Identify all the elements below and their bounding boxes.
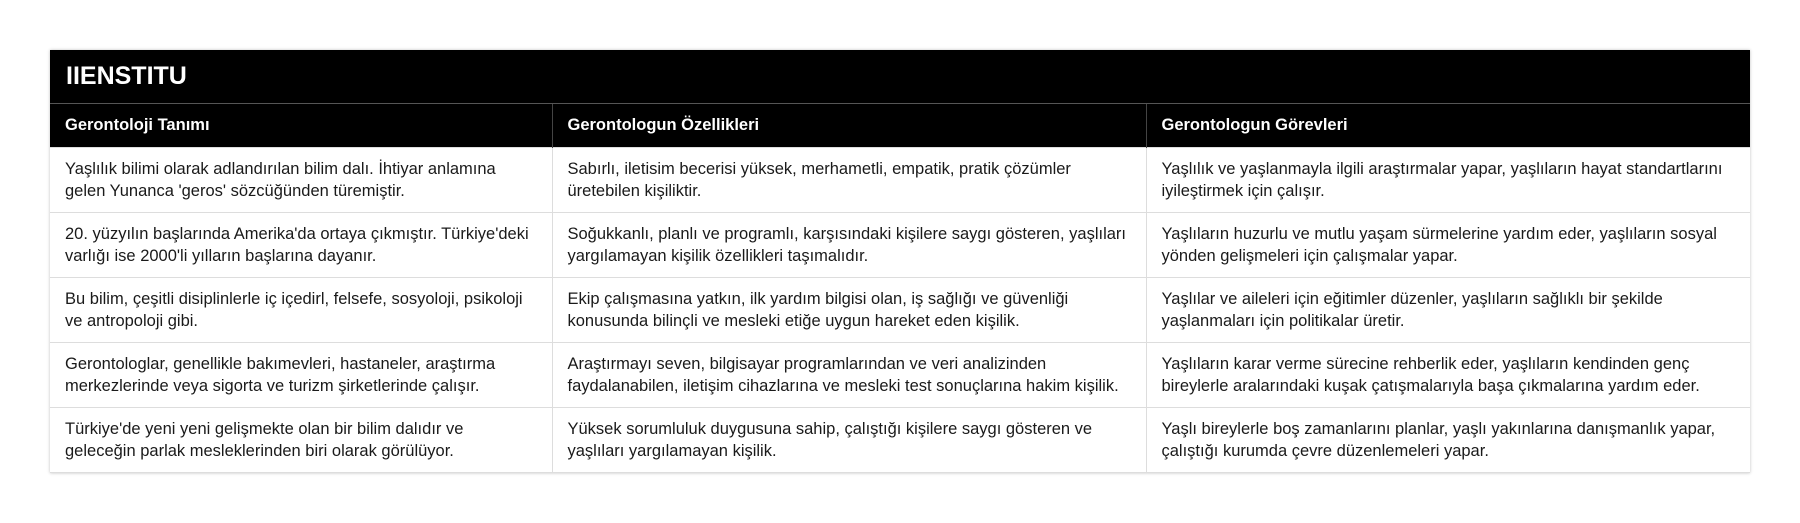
table-cell: Ekip çalışmasına yatkın, ilk yardım bilgisi olan, iş sağlığı ve güvenliği konusunda bilinçli ve mesleki etiğe uygun hareket eden kişilik. — [552, 278, 1146, 343]
table-cell: Türkiye'de yeni yeni gelişmekte olan bir bilim dalıdır ve geleceğin parlak mesleklerinden biri olarak görülüyor. — [50, 408, 552, 473]
table-body — [50, 148, 1750, 473]
column-header-definition: Gerontoloji Tanımı — [50, 104, 552, 148]
table-cell: Bu bilim, çeşitli disiplinlerle iç içedirl, felsefe, sosyoloji, psikoloji ve antropoloji gibi. — [50, 278, 552, 343]
table-row — [50, 278, 1750, 343]
table-cell: Yaşlıların huzurlu ve mutlu yaşam sürmelerine yardım eder, yaşlıların sosyal yönden gelişmeleri için çalışmalar yapar. — [1146, 213, 1750, 278]
table-row — [50, 148, 1750, 213]
table-title: IIENSTITU — [50, 50, 1750, 104]
table-cell: Gerontologlar, genellikle bakımevleri, hastaneler, araştırma merkezlerinde veya sigorta ve turizm şirketlerinde çalışır. — [50, 343, 552, 408]
table-cell: 20. yüzyılın başlarında Amerika'da ortaya çıkmıştır. Türkiye'deki varlığı ise 2000'li yılların başlarına dayanır. — [50, 213, 552, 278]
table-cell: Yaşlılık bilimi olarak adlandırılan bilim dalı. İhtiyar anlamına gelen Yunanca 'geros' sözcüğünden türemiştir. — [50, 148, 552, 213]
table-row — [50, 213, 1750, 278]
table-row — [50, 343, 1750, 408]
table-cell: Yaşlılık ve yaşlanmayla ilgili araştırmalar yapar, yaşlıların hayat standartlarını iyileştirmek için çalışır. — [1146, 148, 1750, 213]
column-header-characteristics: Gerontologun Özellikleri — [552, 104, 1146, 148]
table-header — [50, 104, 1750, 148]
table-cell: Sabırlı, iletisim becerisi yüksek, merhametli, empatik, pratik çözümler üretebilen kişiliktir. — [552, 148, 1146, 213]
column-header-duties: Gerontologun Görevleri — [1146, 104, 1750, 148]
data-table — [50, 104, 1750, 473]
table-cell: Yaşlıların karar verme sürecine rehberlik eder, yaşlıların kendinden genç bireylerle aralarındaki kuşak çatışmalarıyla başa çıkmalarına yardım eder. — [1146, 343, 1750, 408]
table-row — [50, 408, 1750, 473]
table-cell: Soğukkanlı, planlı ve programlı, karşısındaki kişilere saygı gösteren, yaşlıları yargılamayan kişilik özellikleri taşımalıdır. — [552, 213, 1146, 278]
header-row — [50, 104, 1750, 148]
table-card — [50, 50, 1750, 473]
table-cell: Araştırmayı seven, bilgisayar programlarından ve veri analizinden faydalanabilen, iletişim cihazlarına ve mesleki test sonuçlarına hakim kişilik. — [552, 343, 1146, 408]
table-cell: Yaşlı bireylerle boş zamanlarını planlar, yaşlı yakınlarına danışmanlık yapar, çalıştığı kurumda çevre düzenlemeleri yapar. — [1146, 408, 1750, 473]
table-cell: Yüksek sorumluluk duygusuna sahip, çalıştığı kişilere saygı gösteren ve yaşlıları yargılamayan kişilik. — [552, 408, 1146, 473]
table-cell: Yaşlılar ve aileleri için eğitimler düzenler, yaşlıların sağlıklı bir şekilde yaşlanmaları için politikalar üretir. — [1146, 278, 1750, 343]
